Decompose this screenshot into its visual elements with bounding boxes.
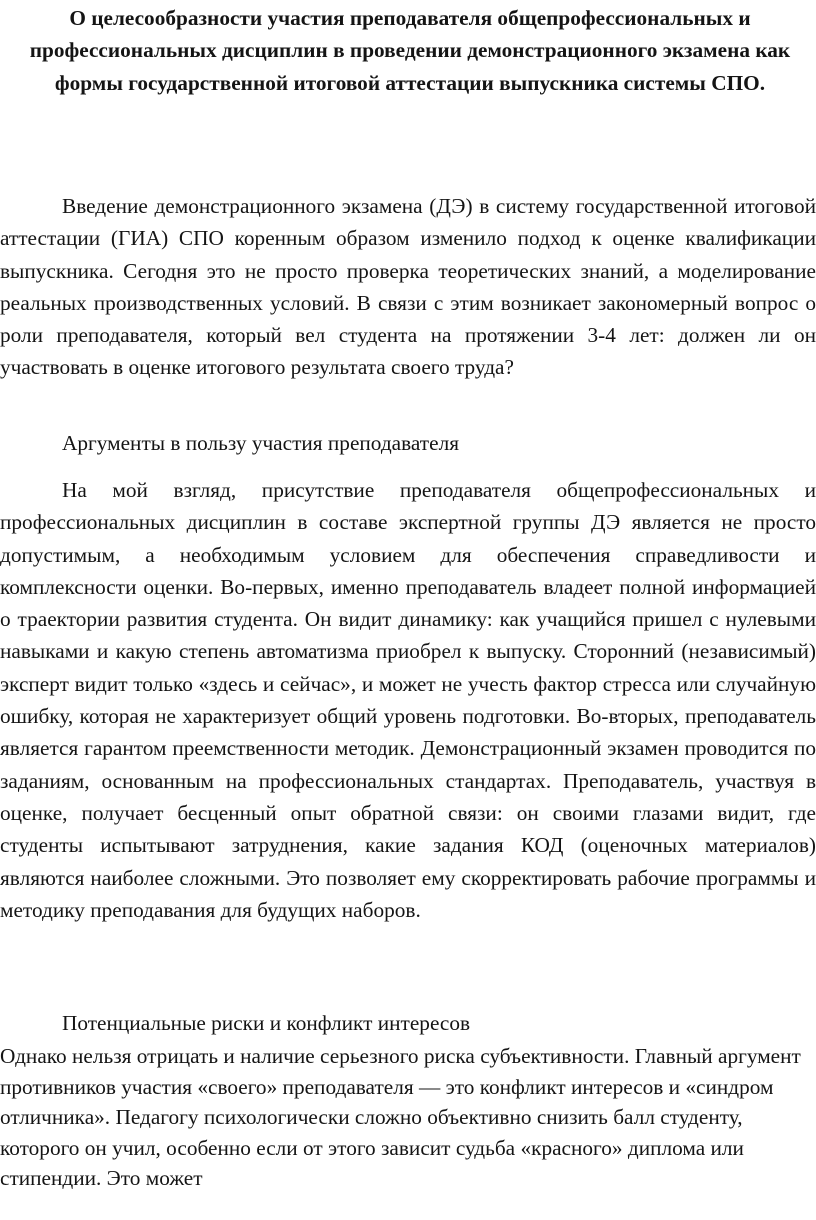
section-heading-risks: Потенциальные риски и конфликт интересов [62,1011,471,1035]
section-heading-arguments: Аргументы в пользу участия преподавателя [62,431,459,455]
paragraph-arguments: На мой взгляд, присутствие преподавателя общепрофессиональных и профессиональных дисциплин в составе экспертной группы ДЭ является не просто допустимым, а необходимым условием для обеспечения справедливости и комплексности оценки. Во-первых, именно преподаватель владеет полной информацией о траектории развития студента. Он видит динамику: как учащийся пришел с нулевыми навыками и какую степень автоматизма приобрел к выпуску. Сторонний (независимый) эксперт видит только «здесь и сейчас», и может не учесть фактор стресса или случайную ошибку, которая не характеризует общий уровень подготовки. Во-вторых, преподаватель является гарантом преемственности методик. Демонстрационный экзамен проводится по заданиям, основанным на профессиональных стандартах. Преподаватель, участвуя в оценке, получает бесценный опыт обратной связи: он своими глазами видит, где студенты испытывают затруднения, какие задания КОД (оценочных материалов) являются наиболее сложными. Это позволяет ему скорректировать рабочие программы и методику преподавания для будущих наборов. [0,478,816,922]
document-title: О целесообразности участия преподавателя общепрофессиональных и профессиональных дисциплин в проведении демонстрационного экзамена как формы государственной итоговой аттестации выпускника системы СПО. [29,6,791,95]
paragraph-introduction: Введение демонстрационного экзамена (ДЭ) в систему государственной итоговой аттестации (ГИА) СПО коренным образом изменило подход к оценке квалификации выпускника. Сегодня это не просто проверка теоретических знаний, а моделирование реальных производственных условий. В связи с этим возникает закономерный вопрос о роли преподавателя, который вел студента на протяжении 3-4 лет: должен ли он участвовать в оценке итогового результата своего труда? [0,194,816,380]
paragraph-risks: Однако нельзя отрицать и наличие серьезного риска субъективности. Главный аргумент противников участия «своего» преподавателя — это конфликт интересов и «синдром отличника». Педагогу психологически сложно объективно снизить балл студенту, которого он учил, особенно если от этого зависит судьба «красного» диплома или стипендии. Это может [0,1044,801,1191]
